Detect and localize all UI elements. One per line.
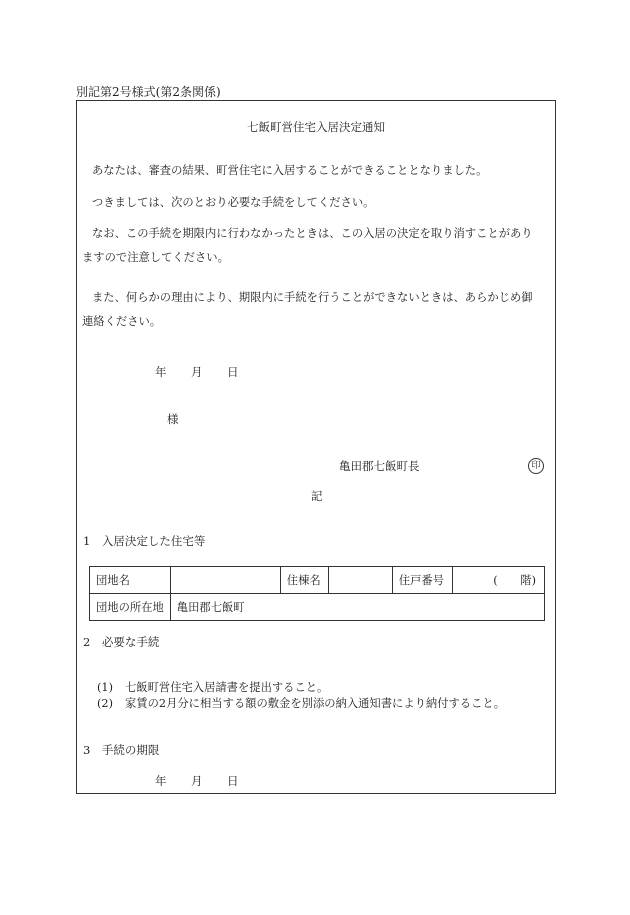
paragraph-3-line-1: なお、この手続を期限内に行わなかったときは、この入居の決定を取り消すことがあり (92, 227, 533, 240)
paragraph-3-line-2: ますので注意してください。 (82, 251, 229, 264)
section3-heading: 3 手続の期限 (83, 743, 160, 757)
notice-frame (76, 100, 556, 794)
paragraph-4-line-1: また、何らかの理由により、期限内に手続を行うことができないときは、あらかじめ御 (92, 291, 533, 304)
location-label: 団地の所在地 (90, 594, 171, 621)
notice-date-year: 年 (155, 365, 167, 379)
section2-heading: 2 必要な手続 (83, 635, 160, 649)
form-label: 別記第2号様式(第2条関係) (76, 85, 221, 99)
paragraph-2: つきましては、次のとおり必要な手続をしてください。 (92, 196, 375, 209)
paragraph-4-line-2: 連絡ください。 (82, 315, 162, 328)
floor-value: ( 階) (452, 567, 544, 594)
deadline-month: 月 (191, 774, 203, 788)
section1-heading: 1 入居決定した住宅等 (83, 534, 206, 548)
notice-date-month: 月 (191, 365, 203, 379)
procedure-item-num: (2) (97, 697, 114, 710)
document-title: 七飯町営住宅入居決定通知 (247, 120, 385, 134)
issuer-name: 亀田郡七飯町長 (339, 459, 420, 473)
table-row (90, 594, 545, 621)
deadline-year: 年 (155, 774, 167, 788)
table-row (90, 567, 545, 594)
seal-mark: 印 (528, 458, 544, 474)
procedure-item-num: (1) (97, 681, 114, 694)
danchi-label: 団地名 (90, 567, 171, 594)
danchi-value (170, 567, 280, 594)
procedure-item-text: 七飯町営住宅入居請書を提出すること。 (125, 681, 329, 694)
procedure-item-text: 家賃の2月分に相当する額の敷金を別添の納入通知書により納付すること。 (125, 697, 505, 710)
tou-value (328, 567, 392, 594)
notice-date-day: 日 (227, 365, 239, 379)
location-value: 亀田郡七飯町 (170, 594, 544, 621)
addressee-suffix: 様 (167, 412, 179, 426)
housing-info-table (89, 566, 545, 621)
paragraph-1: あなたは、審査の結果、町営住宅に入居することができることとなりました。 (92, 164, 488, 177)
ki-label: 記 (311, 489, 323, 503)
deadline-day: 日 (227, 774, 239, 788)
tou-label: 住棟名 (280, 567, 328, 594)
koban-label: 住戸番号 (392, 567, 452, 594)
